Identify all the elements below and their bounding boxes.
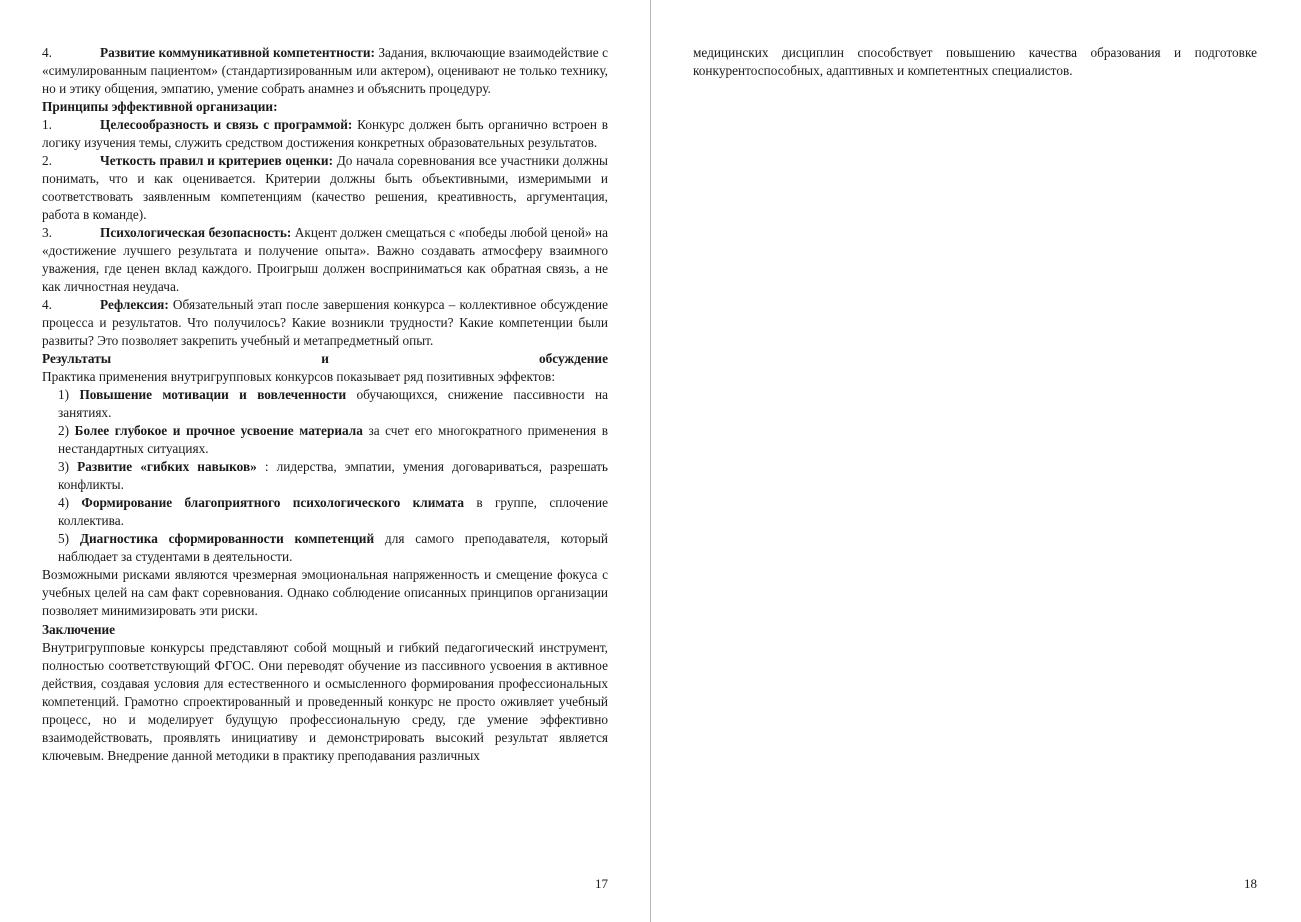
list-item-3-soft-skills — [42, 458, 608, 494]
heading-part-right: обсуждение — [539, 351, 608, 367]
heading-conclusion: Заключение — [42, 621, 116, 637]
paragraph-text: Акцент должен смещаться с «победы любой ценой» на «достижение лучшего результата и получение опыта». Важно создавать атмосферу взаимного уважения, где ценен вклад каждого. Проигрыш должен восприниматься как обратная связь, а не как личностная неудача. — [42, 225, 609, 295]
heading-results-and-discussion — [42, 350, 608, 368]
bold-lead: Повышение мотивации и вовлеченности — [79, 387, 347, 403]
bold-lead: Развитие коммуникативной компетентности: — [100, 45, 375, 60]
heading-part-center: и — [321, 351, 329, 367]
list-number: 3. — [42, 225, 52, 241]
list-item-1-motivation — [42, 386, 608, 422]
list-item-2-deeper-learning — [42, 422, 608, 458]
list-number: 1) — [58, 387, 70, 403]
paragraph-text: Конкурс должен быть органично встроен в логику изучения темы, служить средством достижения конкретных образовательных результатов. — [42, 117, 609, 151]
list-number: 4. — [42, 45, 52, 60]
numbered-paragraph-4-communicative — [42, 44, 608, 98]
bold-lead: Рефлексия: — [100, 297, 169, 313]
bold-lead: Диагностика сформированности компетенций — [79, 531, 375, 547]
paragraph-practice-effects: Практика применения внутригрупповых конкурсов показывает ряд позитивных эффектов: — [42, 369, 556, 385]
page-left-content — [42, 44, 608, 765]
numbered-paragraph-2-clarity — [42, 152, 608, 224]
paragraph-risks: Возможными рисками являются чрезмерная эмоциональная напряженность и смещение фокуса с учебных целей на сам факт соревнования. Однако соблюдение описанных принципов организации позволяет минимизировать эти риски. — [42, 567, 608, 619]
page-right — [651, 0, 1301, 922]
list-item-text: обучающихся, снижение пассивности на занятиях. — [58, 387, 608, 421]
list-number: 3) — [58, 459, 70, 475]
numbered-paragraph-1-expediency — [42, 116, 608, 152]
paragraph-conclusion-body: Внутригрупповые конкурсы представляют собой мощный и гибкий педагогический инструмент, полностью соответствующий ФГОС. Они переводят обучение из пассивного усвоения в активное действия, создавая условия для естественного и осмысленного формирования профессиональных компетенций. Грамотно спроектированный и проведенный конкурс не просто оживляет учебный процесс, но и моделирует будущую профессиональную среду, где умение эффективно взаимодействовать, проявлять инициативу и демонстрировать высокий результат является ключевым. Внедрение данной методики в практику преподавания различных — [42, 639, 608, 763]
bold-lead: Формирование благоприятного психологического климата — [81, 495, 465, 511]
paragraph-continuation: медицинских дисциплин способствует повышению качества образования и подготовке конкурентоспособных, адаптивных и компетентных специалистов. — [693, 45, 1257, 79]
heading-part-left: Результаты — [42, 351, 112, 367]
list-item-text: : лидерства, эмпатии, умения договариваться, разрешать конфликты. — [58, 459, 609, 493]
page-number-left: 17 — [595, 876, 608, 891]
list-item-4-climate — [42, 494, 608, 530]
heading-principles: Принципы эффективной организации: — [42, 99, 278, 115]
list-item-text: за счет его многократного применения в нестандартных ситуациях. — [58, 423, 608, 457]
list-number: 1. — [42, 117, 52, 133]
numbered-paragraph-3-safety — [42, 224, 608, 296]
list-item-text: в группе, сплочение коллектива. — [58, 495, 609, 529]
list-number: 2) — [58, 423, 70, 439]
numbered-paragraph-4-reflection — [42, 296, 608, 350]
list-item-5-diagnostics — [42, 530, 608, 566]
paragraph-text: Задания, включающие взаимодействие с «симулированным пациентом» (стандартизированным или актером), оценивают не только технику, но и этику общения, эмпатию, умение собрать анамнез и объяснить процедуру. — [42, 45, 608, 97]
bold-lead: Более глубокое и прочное усвоение материала — [74, 423, 363, 439]
page-number-right: 18 — [1244, 876, 1257, 891]
list-number: 4. — [42, 297, 52, 313]
list-number: 4) — [58, 495, 70, 511]
bold-lead: Развитие «гибких навыков» — [77, 459, 257, 475]
list-number: 2. — [42, 153, 52, 169]
list-number: 5) — [58, 531, 70, 547]
bold-lead: Целесообразность и связь с программой: — [100, 117, 353, 133]
bold-lead: Четкость правил и критериев оценки: — [100, 153, 334, 169]
bold-lead: Психологическая безопасность: — [100, 225, 292, 241]
list-item-text: для самого преподавателя, который наблюдает за студентами в деятельности. — [58, 531, 608, 565]
paragraph-text: Обязательный этап после завершения конкурса – коллективное обсуждение процесса и результатов. Что получилось? Какие возникли трудности? Какие компетенции были развиты? Это позволяет закрепить учебный и метапредметный опыт. — [42, 297, 608, 349]
paragraph-text: До начала соревнования все участники должны понимать, что и как оценивается. Критерии должны быть объективными, измеримыми и соответствовать заявленным компетенциям (качество решения, креативность, аргументация, работа в команде). — [42, 153, 608, 223]
